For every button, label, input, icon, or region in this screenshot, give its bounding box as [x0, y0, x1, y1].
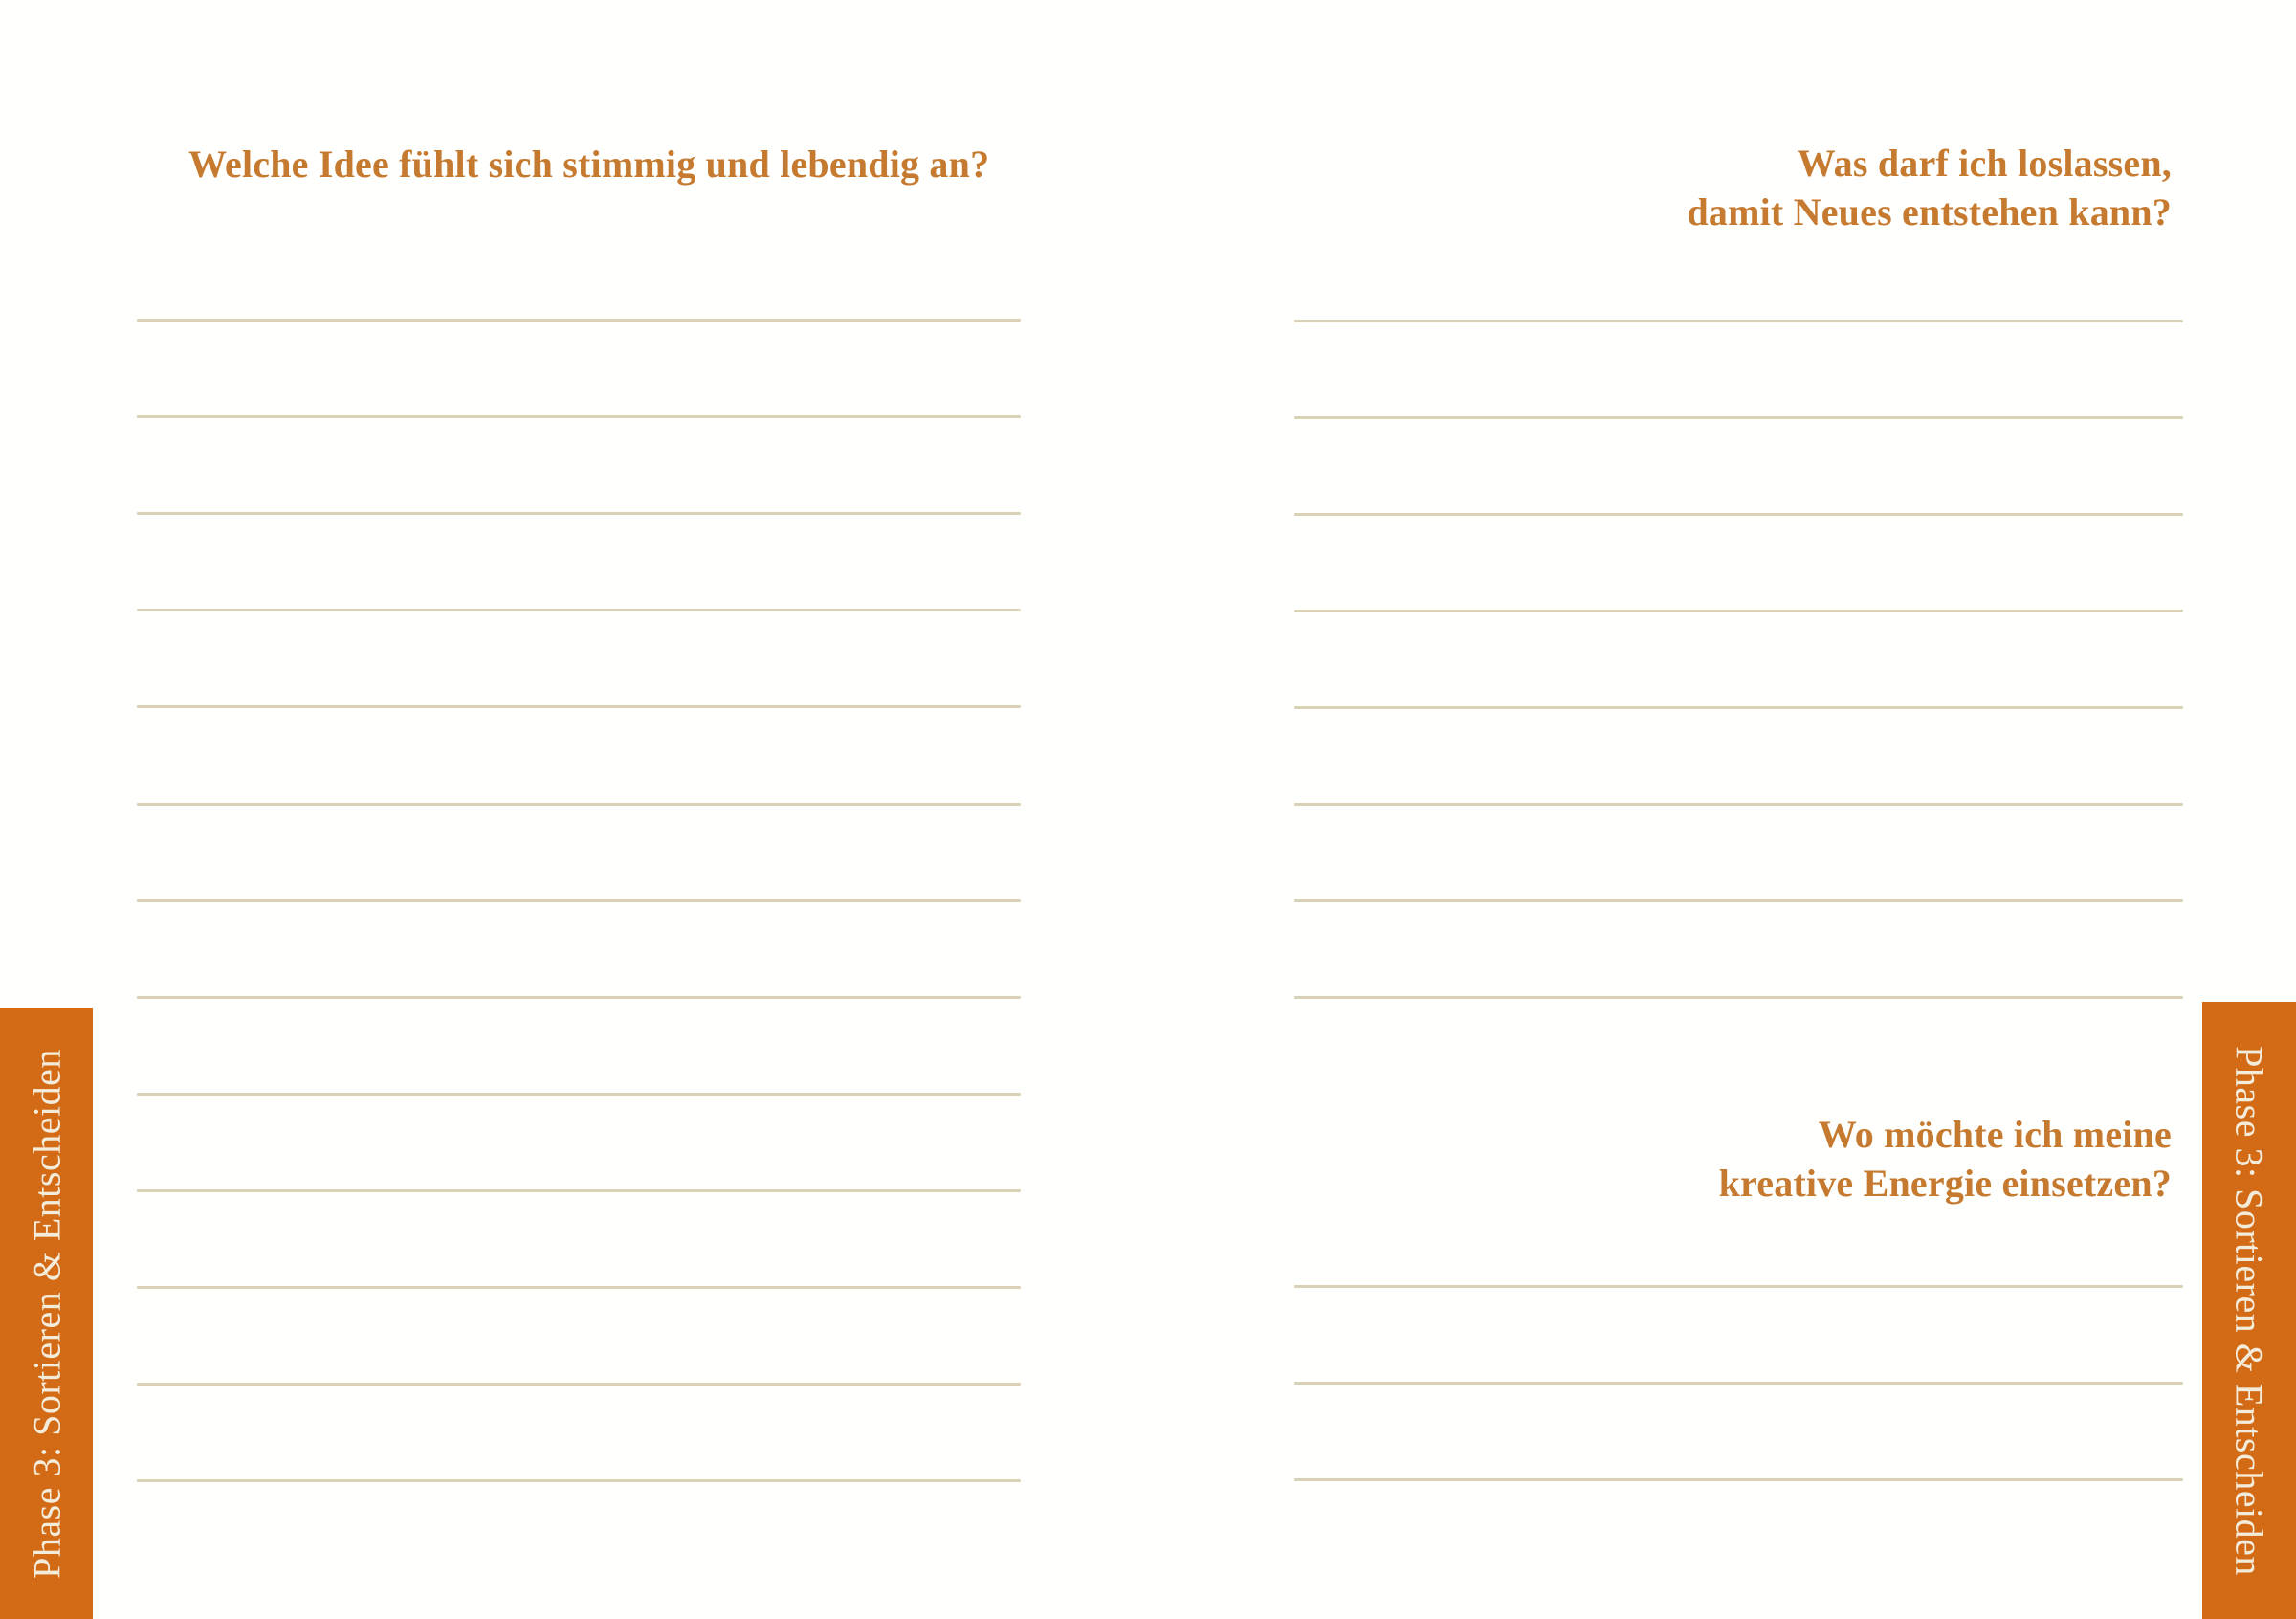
ruled-line	[137, 609, 1021, 611]
ruled-line	[137, 705, 1021, 708]
right-page-question-bottom-line1: Wo möchte ich meine	[1818, 1113, 2172, 1156]
ruled-line	[1294, 1285, 2183, 1288]
ruled-line	[137, 1479, 1021, 1482]
ruled-line	[137, 1093, 1021, 1096]
ruled-line	[1294, 1478, 2183, 1481]
ruled-line	[137, 319, 1021, 322]
ruled-line	[1294, 320, 2183, 322]
phase-tab-right	[2202, 1002, 2296, 1619]
ruled-line	[1294, 803, 2183, 806]
ruled-line	[137, 899, 1021, 902]
ruled-line	[1294, 1382, 2183, 1385]
left-page-question: Welche Idee fühlt sich stimmig und lebendig an?	[188, 143, 990, 186]
phase-tab-left-label: Phase 3: Sortieren & Entscheiden	[25, 1048, 68, 1579]
right-page-question-bottom-line2: kreative Energie einsetzen?	[1718, 1162, 2172, 1205]
right-page-question-bottom	[1719, 1110, 2172, 1208]
ruled-line	[137, 996, 1021, 999]
ruled-line	[137, 803, 1021, 806]
ruled-line	[137, 1189, 1021, 1192]
ruled-line	[137, 512, 1021, 515]
ruled-line	[137, 415, 1021, 418]
right-page-question-top-line2: damit Neues entstehen kann?	[1687, 190, 2172, 233]
ruled-line	[1294, 610, 2183, 612]
ruled-line	[1294, 706, 2183, 709]
ruled-line	[1294, 513, 2183, 516]
ruled-line	[137, 1286, 1021, 1289]
phase-tab-left	[0, 1008, 93, 1619]
right-page-question-top	[1687, 139, 2172, 236]
right-page-question-top-line1: Was darf ich loslassen,	[1797, 142, 2172, 185]
ruled-line	[1294, 996, 2183, 999]
ruled-line	[1294, 899, 2183, 902]
ruled-line	[1294, 416, 2183, 419]
ruled-line	[137, 1383, 1021, 1386]
phase-tab-right-label: Phase 3: Sortieren & Entscheiden	[2227, 1045, 2271, 1576]
